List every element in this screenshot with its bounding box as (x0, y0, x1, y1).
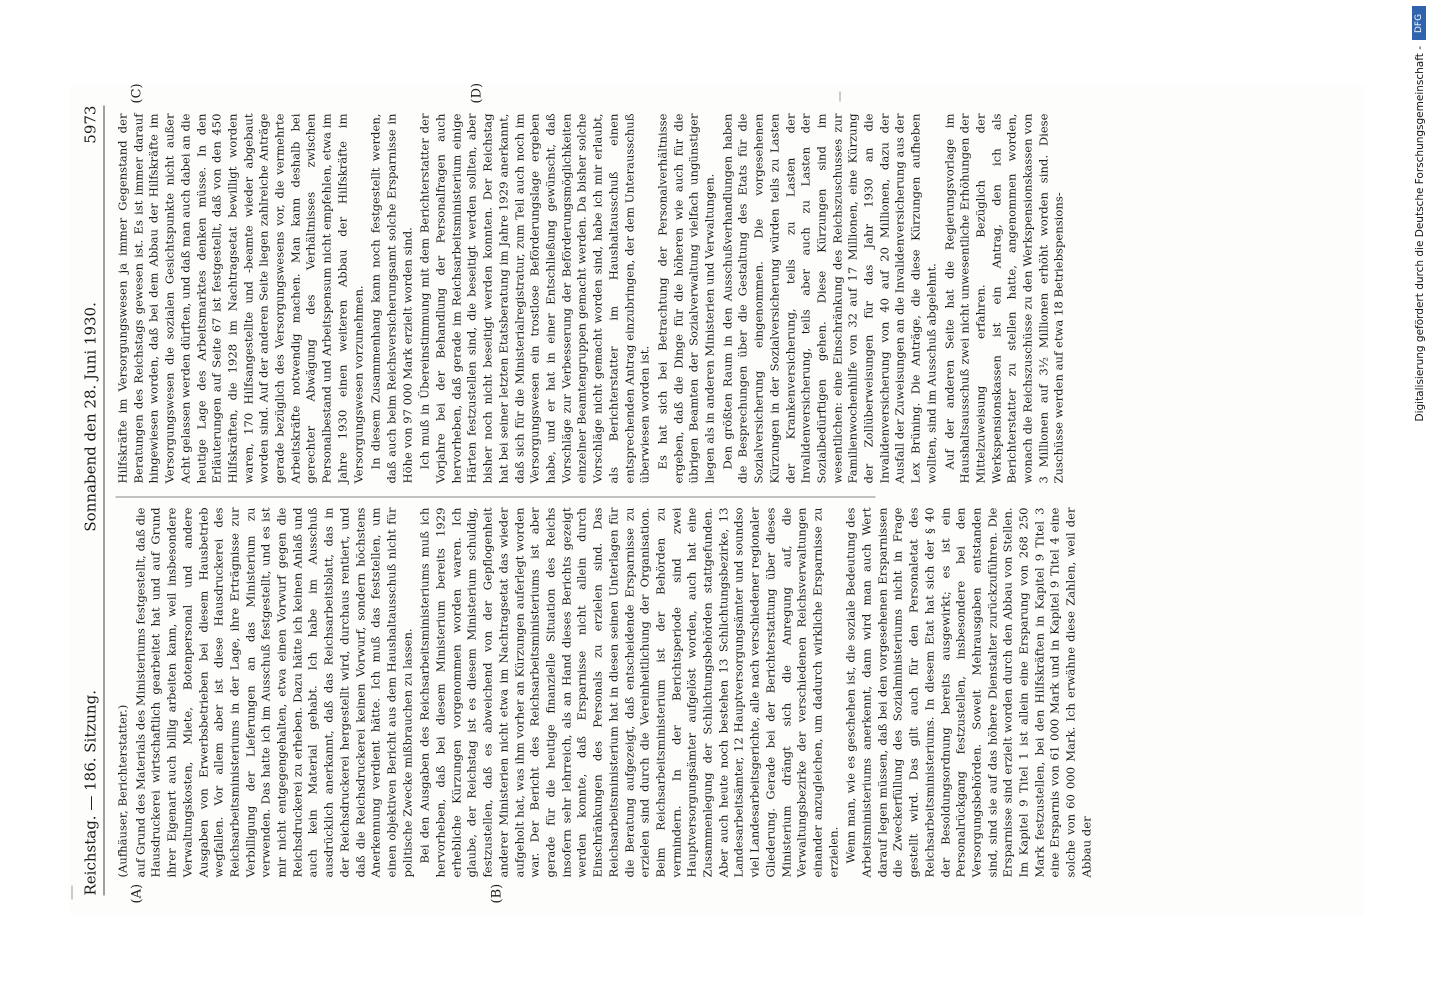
paragraph: Hilfskräfte im Versorgungswesen ja immer Gegenstand der Beratungen des Reichstags gewesen ist. Es ist immer darauf hingewiesen worden, daß bei dem Abbau der Hilfskräfte im Versorgungswesen die sozialen Gesichtspunkte nicht außer Acht gelassen werden dürften, und daß man auch dabei an die heutige Lage des Arbeitsmarktes denken müsse. In den Erläuterungen auf Seite 67 ist festgestellt, daß von den 450 Hilfskräften, die 1928 im Nachtragsetat bewilligt worden waren, 170 Hilfsangestellte und -beamte wieder abgebaut worden sind. Auf der anderen Seite liegen zahlreiche Anträge gerade bezüglich des Versorgungswesens vor, die vermehrte Arbeitskräfte notwendig machen. Man kann deshalb bei gerechter Abwägung des Verhältnisses zwischen Personalbestand und Arbeitspensum nicht empfehlen, etwa im Jahre 1930 einen weiteren Abbau der Hilfskräfte im Versorgungswesen vorzunehmen. (115, 113, 366, 484)
header-date: Sonnabend den 28. Juni 1930. (81, 302, 100, 532)
margin-marker-b: (B) (489, 883, 505, 904)
header-session: Reichstag. — 186. Sitzung. (81, 690, 100, 896)
dfg-logo: DFG (1412, 6, 1426, 40)
scan-mark (840, 92, 841, 102)
page-number: 5973 (81, 105, 100, 144)
paragraph: Es hat sich bei Betrachtung der Personalverhältnisse ergeben, daß die Dinge für die höheren wie auch für die übrigen Beamten der Sozialverwaltung vielfach ungünstiger liegen als in anderen Ministerien und Verwaltungen. (655, 113, 717, 484)
page-header (78, 106, 105, 896)
paragraph: Ich muß in Übereinstimmung mit dem Berichterstatter der Vorjahre bei der Behandlung der Personalfragen auch hervorheben, daß gerade im Reichsarbeitsministerium einige Härten festzustellen sind, die beseitigt werden sollten, aber bisher noch nicht beseitigt werden konnten. Der Reichstag hat bei seiner letzten Etatsberatung im Jahre 1929 anerkannt, daß sich für die Ministerialregistratur, zum Teil auch noch im Versorgungswesen ein trostlose Beförderungslage ergeben habe, und er hat in einer Entschließung gewünscht, daß Vorschläge zur Verbesserung der Beförderungsmöglichkeiten einzelner Beamtengruppen gemacht werden. Da bisher solche Vorschläge nicht gemacht worden sind, habe ich mir erlaubt, als Berichterstatter im Haushaltausschuß einen entsprechenden Antrag einzubringen, der dem Unterausschuß überwiesen worden ist. (417, 113, 652, 484)
paragraph: Den größten Raum in den Ausschußverhandlungen haben die Besprechungen über die Gestaltung des Etats für die Sozialversicherung eingenommen. Die vorgesehenen Kürzungen in der Sozialversicherung würden teils zu Lasten der Krankenversicherung, teils zu Lasten der Invalidenversicherung, teils aber auch zu Lasten der Sozialbedürftigen gehen. Diese Kürzungen sind im wesentlichen: eine Einschränkung des Reichszuschusses zur Familienwochenhilfe von 32 auf 17 Millionen, eine Kürzung der Zollüberweisungen für das Jahr 1930 an die Invalidenversicherung von 40 auf 20 Millionen, dazu der Ausfall der Zuweisungen an die Invalidenversicherung aus der Lex Brüning. Die Anträge, die diese Kürzungen aufheben wollten, sind im Ausschuß abgelehnt. (720, 113, 939, 484)
paragraph: In diesem Zusammenhang kann noch festgestellt werden, daß auch beim Reichsversicherungsamt solche Ersparnisse in Höhe von 97 000 Mark erzielt worden sind. (368, 113, 415, 484)
digitization-note: Digitalisierung gefördert durch die Deutsche Forschungsgemeinschaft - (1414, 46, 1426, 422)
margin-marker-c: (C) (129, 83, 145, 104)
right-column (115, 113, 1066, 484)
paragraph: auf Grund des Materials des Ministeriums festgestellt, daß die Hausdruckerei wirtschaftlich gearbeitet hat und auf Grund ihrer Eigenart auch billig arbeiten kann, weil insbesondere Verwaltungskosten, Miete, Botenpersonal und andere Ausgaben von Erwerbsbetrieben bei diesem Hausbetrieb wegfallen. Vor allem aber ist diese Hausdruckerei des Reichsarbeitsministeriums in der Lage, ihre Erträgnisse zur Verbilligung der Lieferungen an das Ministerium zu verwenden. Das hatte ich im Ausschuß festgestellt, und es ist mir nicht entgegengehalten, etwa einen Vorwurf gegen die Reichsdruckerei zu erheben. Dazu hätte ich keinen Anlaß und auch kein Material gehabt. Ich habe im Ausschuß ausdrücklich anerkannt, daß das Reichsarbeitsblatt, das in der Reichsdruckerei hergestellt wird, durchaus rentiert, und daß die Reichsdruckerei keinen Vorwurf, sondern höchstens Anerkennung verdient hätte. Ich muß das feststellen, um einen objektiven Bericht aus dem Haushaltausschuß nicht für politische Zwecke mißbrauchen zu lassen. (133, 507, 415, 878)
paragraph: Bei den Ausgaben des Reichsarbeitsministeriums muß ich hervorheben, daß bei diesem Ministerium bereits 1929 erhebliche Kürzungen vorgenommen worden waren. Ich glaube, der Reichstag ist es diesem Ministerium schuldig, festzustellen, daß es abweichend von der Gepflogenheit anderer Ministerien nicht etwa im Nachtragsetat das wieder aufgeholt hat, was ihm vorher an Kürzungen auferlegt worden war. Der Bericht des Reichsarbeitsministeriums ist aber gerade für die heutige finanzielle Situation des Reichs insofern sehr lehrreich, als an Hand dieses Berichts gezeigt werden konnte, daß Ersparnisse nicht allein durch Einschränkungen des Personals zu erzielen sind. Das Reichsarbeitsministerium hat in diesen seinen Unterlagen für die Beratung aufgezeigt, daß entscheidende Ersparnisse zu erzielen sind durch die Vereinheitlichung der Organisation. Beim Reichsarbeitsministerium ist der Behörden zu vermindern. In der Berichtsperiode sind zwei Hauptversorgungsämter aufgelöst worden, auch hat eine Zusammenlegung der Schlichtungsbehörden stattgefunden. Aber auch heute noch bestehen 13 Schlichtungsbezirke, 13 Landesarbeitsämter, 12 Hauptversorgungsämter und soundso viel Landesarbeitsgerichte, alle nach verschiedener regionaler Gliederung. Gerade bei der Berichterstattung über dieses Ministerium drängt sich die Anregung auf, die Verwaltungsbezirke der verschiedenen Reichsverwaltungen einander anzugleichen, um dadurch wirkliche Ersparnisse zu erzielen. (417, 507, 841, 878)
scan-mark (72, 886, 73, 900)
speaker-line: (Aufhäuser, Berichterstatter.) (115, 704, 130, 878)
document-page (70, 82, 1365, 916)
left-column (115, 507, 1094, 878)
paragraph: Auf der anderen Seite hat die Regierungsvorlage im Haushaltsausschuß zwei nicht unwesentliche Erhöhungen der Mittelzuweisung erfahren. Bezüglich der Werkspensionskassen ist ein Antrag, den ich als Berichterstatter zu stellen hatte, angenommen worden, wonach die Reichszuschüsse zu den Werkspensionskassen von 3 Millionen auf 3½ Millionen erhöht worden sind. Diese Zuschüsse werden auf etwa 18 Betriebspensions- (942, 113, 1066, 484)
column-divider (116, 497, 876, 498)
paragraph: Wenn man, wie es geschehen ist, die soziale Bedeutung des Arbeitsministeriums anerkennt, dann wird man auch Wert darauf legen müssen, daß bei den vorgesehenen Ersparnissen die Zweckerfüllung des Sozialministeriums nicht in Frage gestellt wird. Das gilt auch für den Personaletat des Reichsarbeitsministeriums. In diesem Etat hat sich der § 40 der Besoldungsordnung bereits ausgewirkt; es ist ein Personalrückgang festzustellen, insbesondere bei den Versorgungsbehörden. Soweit Mehrausgaben entstanden sind, sind sie auf das höhere Dienstalter zurückzuführen. Die Ersparnisse sind erzielt worden durch den Abbau von Stellen. Im Kapitel 9 Titel 1 ist allein eine Ersparung von 268 250 Mark festzustellen, bei den Hilfskräften in Kapitel 9 Titel 3 eine Ersparnis von 61 000 Mark und in Kapitel 9 Titel 4 eine solche von 60 000 Mark. Ich erwähne diese Zahlen, weil der Abbau der (843, 507, 1094, 878)
margin-marker-d: (D) (469, 82, 485, 104)
margin-marker-a: (A) (129, 883, 145, 904)
digitization-sidebar (1402, 0, 1432, 1000)
